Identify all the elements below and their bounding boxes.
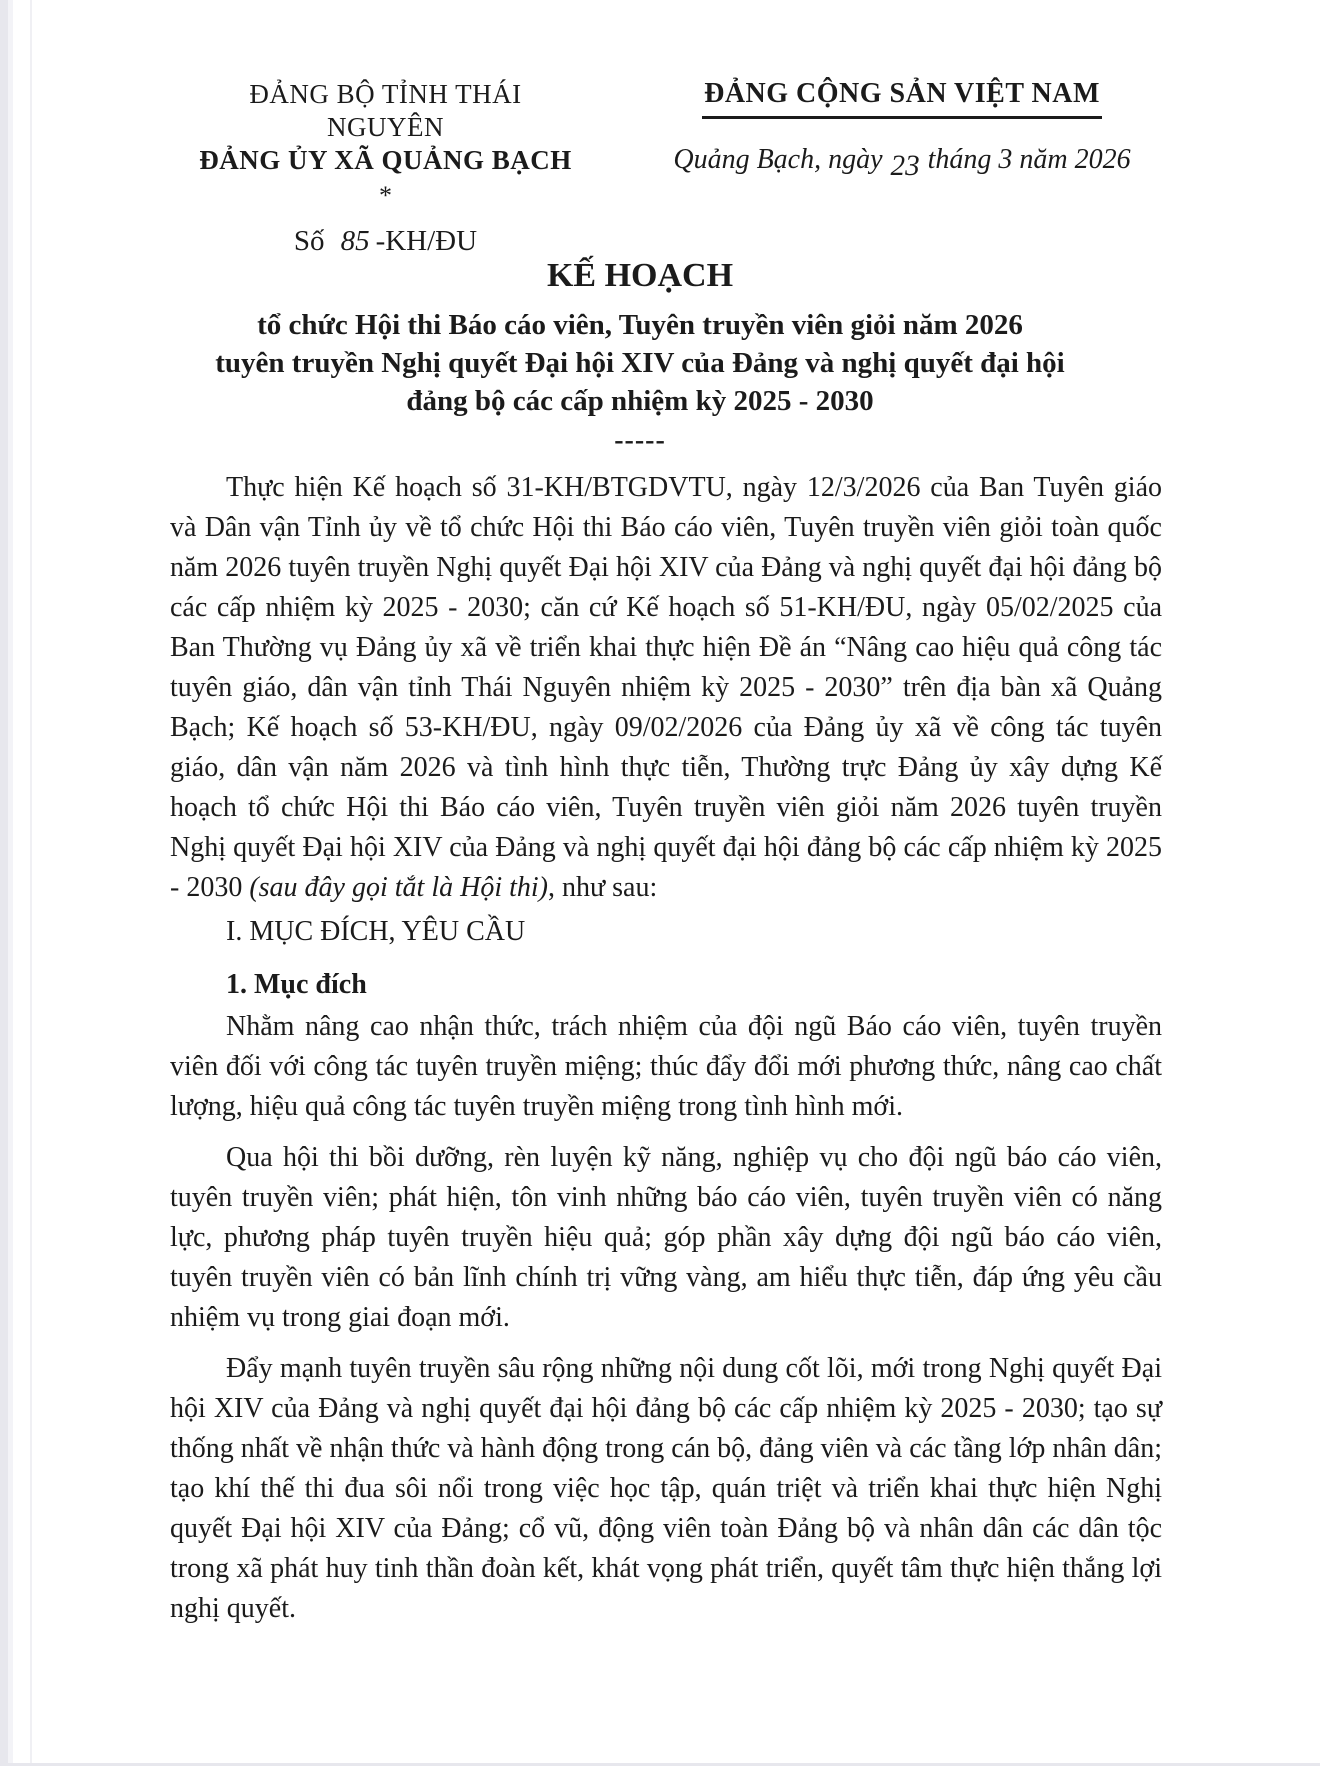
doc-number-label: Số [293, 225, 325, 257]
scan-edge-strip [0, 0, 8, 1766]
scan-edge-strip-soft [8, 0, 13, 1766]
national-heading-block [652, 78, 1152, 182]
party-name-heading: ĐẢNG CỘNG SẢN VIỆT NAM [702, 78, 1102, 119]
intro-tail-text: , như sau: [547, 872, 658, 903]
doc-number [188, 225, 583, 258]
section-heading-purpose-requirements: I. MỤC ĐÍCH, YÊU CẦU [226, 916, 526, 947]
date-prefix: Quảng Bạch, ngày [673, 144, 883, 175]
intro-paragraph [170, 468, 1162, 908]
purpose-paragraph-1: Nhằm nâng cao nhận thức, trách nhiệm của đội ngũ Báo cáo viên, tuyên truyền viên đối với công tác tuyên truyền miệng; thúc đẩy đổi mới phương thức, nâng cao chất lượng, hiệu quả công tác tuyên truyền miệng trong tình hình mới. [170, 1011, 1162, 1122]
doc-subject-line-2: tuyên truyền Nghị quyết Đại hội XIV của Đảng và nghị quyết đại hội [215, 347, 1065, 379]
date-line [652, 143, 1152, 182]
doc-type-title: KẾ HOẠCH [546, 257, 734, 294]
intro-main-text: Thực hiện Kế hoạch số 31-KH/BTGDVTU, ngày 12/3/2026 của Ban Tuyên giáo và Dân vận Tỉnh ủy về tổ chức Hội thi Báo cáo viên, Tuyên truyền viên giỏi toàn quốc năm 2026 tuyên truyền Nghị quyết Đại hội XIV của Đảng và nghị quyết đại hội đảng bộ các cấp nhiệm kỳ 2025 - 2030; căn cứ Kế hoạch số 51-KH/ĐU, ngày 05/02/2025 của Ban Thường vụ Đảng ủy xã về triển khai thực hiện Đề án “Nâng cao hiệu quả công tác tuyên giáo, dân vận tỉnh Thái Nguyên nhiệm kỳ 2025 - 2030” trên địa bàn xã Quảng Bạch; Kế hoạch số 53-KH/ĐU, ngày 09/02/2026 của Đảng ủy xã về công tác tuyên giáo, dân vận năm 2026 và tình hình thực tiễn, Thường trực Đảng ủy xây dựng Kế hoạch tổ chức Hội thi Báo cáo viên, Tuyên truyền viên giỏi năm 2026 tuyên truyền Nghị quyết Đại hội XIV của Đảng và nghị quyết đại hội đảng bộ các cấp nhiệm kỳ 2025 - 2030 [170, 472, 1162, 903]
purpose-paragraph-3: Đẩy mạnh tuyên truyền sâu rộng những nội dung cốt lõi, mới trong Nghị quyết Đại hội XIV của Đảng và nghị quyết đại hội đảng bộ các cấp nhiệm kỳ 2025 - 2030; tạo sự thống nhất về nhận thức và hành động trong cán bộ, đảng viên và các tầng lớp nhân dân; tạo khí thế thi đua sôi nổi trong việc học tập, quán triệt và triển khai thực hiện Nghị quyết Đại hội XIV của Đảng; cổ vũ, động viên toàn Đảng bộ và nhân dân các dân tộc trong xã phát huy tinh thần đoàn kết, khát vọng phát triển, quyết tâm thực hiện thắng lợi nghị quyết. [170, 1353, 1162, 1624]
doc-number-value: 85 [340, 225, 370, 257]
date-day: 23 [890, 150, 920, 182]
title-divider: ----- [614, 425, 666, 456]
org-parent-name: ĐẢNG BỘ TỈNH THÁI NGUYÊN [249, 79, 522, 142]
purpose-paragraph-2: Qua hội thi bồi dưỡng, rèn luyện kỹ năng, nghiệp vụ cho đội ngũ báo cáo viên, tuyên truyền viên; phát hiện, tôn vinh những báo cáo viên, tuyên truyền viên có năng lực, phương pháp tuyên truyền hiệu quả; góp phần xây dựng đội ngũ báo cáo viên, tuyên truyền viên có bản lĩnh chính trị vững vàng, am hiểu thực tiễn, đáp ứng yêu cầu nhiệm vụ trong giai đoạn mới. [170, 1142, 1162, 1333]
body-block [170, 468, 1162, 1640]
doc-subject [135, 306, 1145, 420]
doc-subject-line-3: đảng bộ các cấp nhiệm kỳ 2025 - 2030 [406, 385, 874, 417]
issuer-block [188, 78, 583, 258]
scan-edge-line [30, 0, 32, 1766]
org-unit-name: ĐẢNG ỦY XÃ QUẢNG BẠCH [199, 145, 572, 175]
doc-number-suffix: -KH/ĐU [375, 225, 478, 257]
star-separator: * [379, 181, 392, 210]
doc-subject-line-1: tổ chức Hội thi Báo cáo viên, Tuyên truyền viên giỏi năm 2026 [257, 309, 1023, 341]
subsection-heading-purpose: 1. Mục đích [226, 969, 367, 1000]
intro-italic-text: (sau đây gọi tắt là Hội thi) [249, 872, 548, 903]
title-block [135, 256, 1145, 456]
date-suffix: tháng 3 năm 2026 [927, 144, 1131, 175]
